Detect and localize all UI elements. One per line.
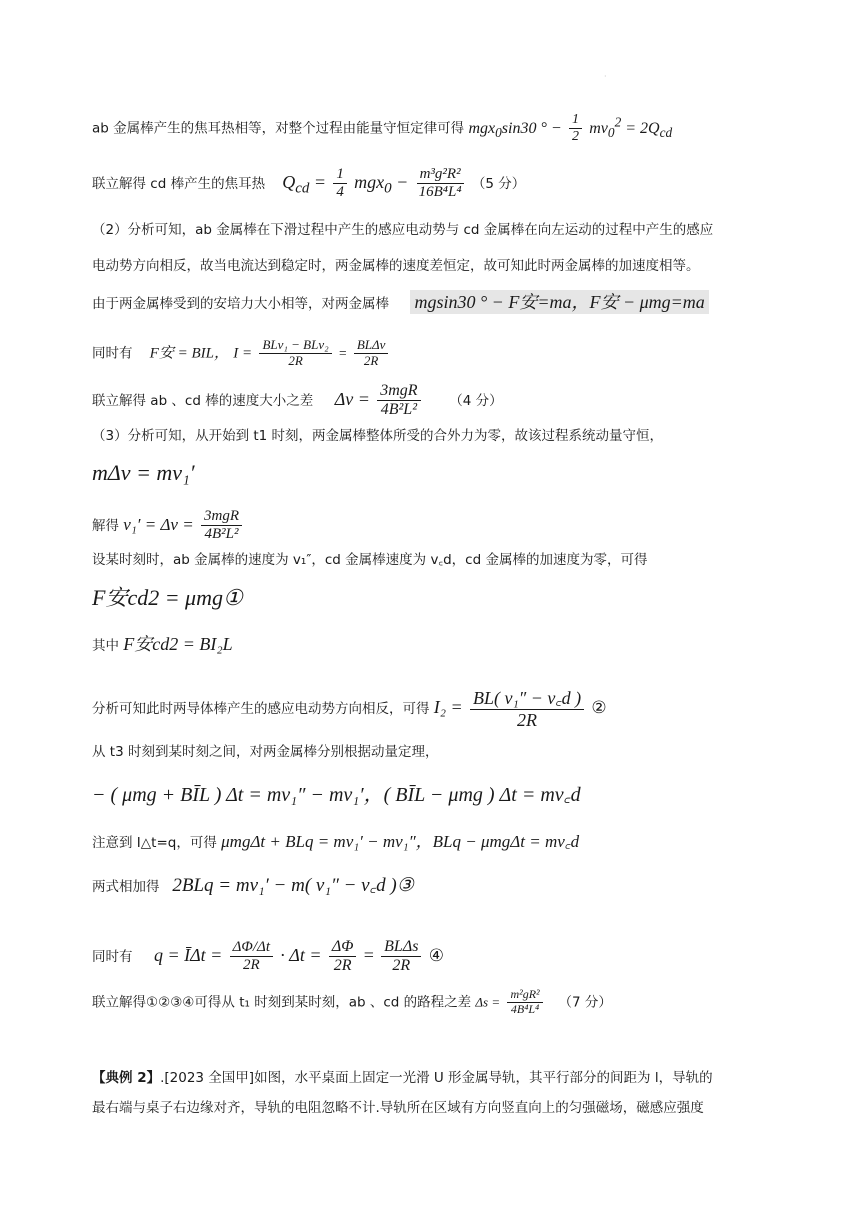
- text: 两式相加得: [92, 879, 160, 895]
- equals: =: [338, 345, 347, 361]
- text: 分析可知此时两导体棒产生的感应电动势方向相反，可得: [92, 701, 430, 718]
- circled-2: ②: [591, 698, 607, 719]
- fraction-flux-rate: $\frac{\Delta\Phi/\Delta t}{2R}$: [230, 939, 273, 975]
- formula-mid: mgx$_0$ −: [354, 171, 409, 197]
- fraction-heat: $\frac{\text{m³g²R²}}{\text{16B⁴L⁴}}$: [416, 166, 465, 202]
- text: 注意到 I△t=q，可得: [92, 835, 217, 851]
- fraction-half: $\frac{1}{2}$: [569, 112, 582, 145]
- fraction-quarter: $\frac{1}{4}$: [333, 166, 347, 202]
- line-note-charge: [92, 832, 579, 853]
- score: （5 分）: [471, 175, 526, 192]
- text: 解得: [92, 517, 119, 534]
- line-solve-v1: [92, 508, 245, 544]
- circled-4: ④: [428, 945, 444, 966]
- line-energy-conservation: [92, 112, 672, 145]
- fraction-flux: $\frac{\Delta\Phi}{2R}$: [329, 938, 357, 976]
- score: （7 分）: [558, 994, 612, 1011]
- fraction-i2: $\frac{\text{BL( v₁″ − v꜀d )}}{2R}$: [470, 688, 584, 730]
- line-example2-a: [92, 1068, 713, 1088]
- formula: Δv =: [334, 388, 370, 409]
- formula-dt: · Δt =: [280, 944, 322, 965]
- score: （4 分）: [449, 392, 503, 409]
- line-where: [92, 634, 233, 656]
- fraction-ds-result: $\frac{\text{m²gR²}}{\text{4B⁴L⁴}}$: [507, 988, 542, 1017]
- formula-force: F安 = BIL，: [149, 345, 229, 362]
- line-part2-a: （2）分析可知，ab 金属棒在下滑过程中产生的感应电动势与 cd 金属棒在向左运动的过程中产生的感应: [92, 222, 714, 238]
- text: 联立解得 ab 、cd 棒的速度大小之差: [92, 392, 314, 409]
- line-impulse-theorem: 从 t3 时刻到某时刻之间，对两金属棒分别根据动量定理，: [92, 744, 439, 760]
- text: 其中: [92, 638, 119, 654]
- line-part2-b: 电动势方向相反，故当电流达到稳定时，两金属棒的速度差恒定，故可知此时两金属棒的加速度相等。: [92, 258, 700, 274]
- equals: =: [363, 944, 374, 965]
- line-current: [92, 338, 391, 369]
- formula: F安cd2 = BI₂L: [123, 634, 233, 654]
- formula: mgsin30 ° − F安=ma，F安 − μmg=ma: [410, 290, 708, 314]
- formula-momentum: mΔv = mv₁′: [92, 460, 195, 485]
- line-charge: [92, 938, 444, 976]
- text: .[2023 全国甲]如图，水平桌面上固定一光滑 U 形金属导轨，其平行部分的间距为 l，导轨的: [160, 1070, 713, 1086]
- fraction-v1: $\frac{\text{3mgR}}{\text{4B²L²}}$: [201, 508, 242, 544]
- line-sum: [92, 876, 414, 897]
- formula: $Q_{cd}$ =: [282, 171, 327, 197]
- formula: μmgΔt + BLq = mv₁′ − mv₁″，BLq − μmgΔt = mv꜀d: [221, 832, 580, 851]
- formula-q: q = ĪΔt =: [153, 944, 223, 965]
- fraction-emf: $\frac{\text{BLv₁ − BLv₂}}{2R}$: [259, 338, 331, 369]
- text: 联立解得 cd 棒产生的焦耳热: [92, 175, 266, 192]
- line-speed-diff: [92, 382, 503, 420]
- line-example2-b: 最右端与桌子右边缘对齐，导轨的电阻忽略不计.导轨所在区域有方向竖直向上的匀强磁场，磁感应强度: [92, 1100, 704, 1116]
- formula-equilibrium: F安cd2 = μmg①: [92, 585, 243, 610]
- text: 同时有: [92, 948, 133, 965]
- fraction-dv: $\frac{\text{BLΔv}}{2R}$: [354, 338, 389, 369]
- line-some-moment: 设某时刻时，ab 金属棒的速度为 v₁″，cd 金属棒速度为 v꜀d，cd 金属棒的加速度为零，可得: [92, 552, 648, 568]
- fraction-ds: $\frac{\text{BLΔs}}{2R}$: [381, 938, 421, 976]
- page-mark: ·: [604, 72, 607, 81]
- formula: v₁′ = Δv =: [123, 514, 194, 534]
- line-path-diff: [92, 988, 612, 1017]
- line-joule-heat: [92, 166, 525, 202]
- fraction-dv-result: $\frac{\text{3mgR}}{\text{4B²L²}}$: [377, 382, 420, 420]
- line-part3: （3）分析可知，从开始到 t1 时刻，两金属棒整体所受的合外力为零，故该过程系统动量守恒，: [92, 428, 664, 444]
- text: 同时有: [92, 345, 133, 362]
- example-label: 【典例 2】: [92, 1070, 161, 1086]
- text: 联立解得①②③④可得从 t₁ 时刻到某时刻，ab 、cd 的路程之差: [92, 994, 472, 1011]
- formula: 2BLq = mv₁′ − m( v₁″ − v꜀d )③: [172, 875, 414, 896]
- formula: Δs =: [475, 994, 501, 1010]
- formula-tail: $mv_0^2 = 2Q_{cd}$: [589, 114, 673, 140]
- text: 由于两金属棒受到的安培力大小相等，对两金属棒: [92, 296, 389, 312]
- text: ab 金属棒产生的焦耳热相等，对整个过程由能量守恒定律可得: [92, 120, 465, 137]
- formula-current: I =: [233, 345, 253, 362]
- formula: I₂ =: [433, 697, 463, 718]
- formula: mgx$_0$sin30 ° −: [468, 119, 562, 140]
- formula-impulse: − ( μmg + BĪL ) Δt = mv₁″ − mv₁′，( BĪL − μmg ) Δt = mv꜀d: [92, 784, 581, 806]
- line-current-i2: [92, 688, 607, 730]
- line-ampere-force: [92, 292, 709, 314]
